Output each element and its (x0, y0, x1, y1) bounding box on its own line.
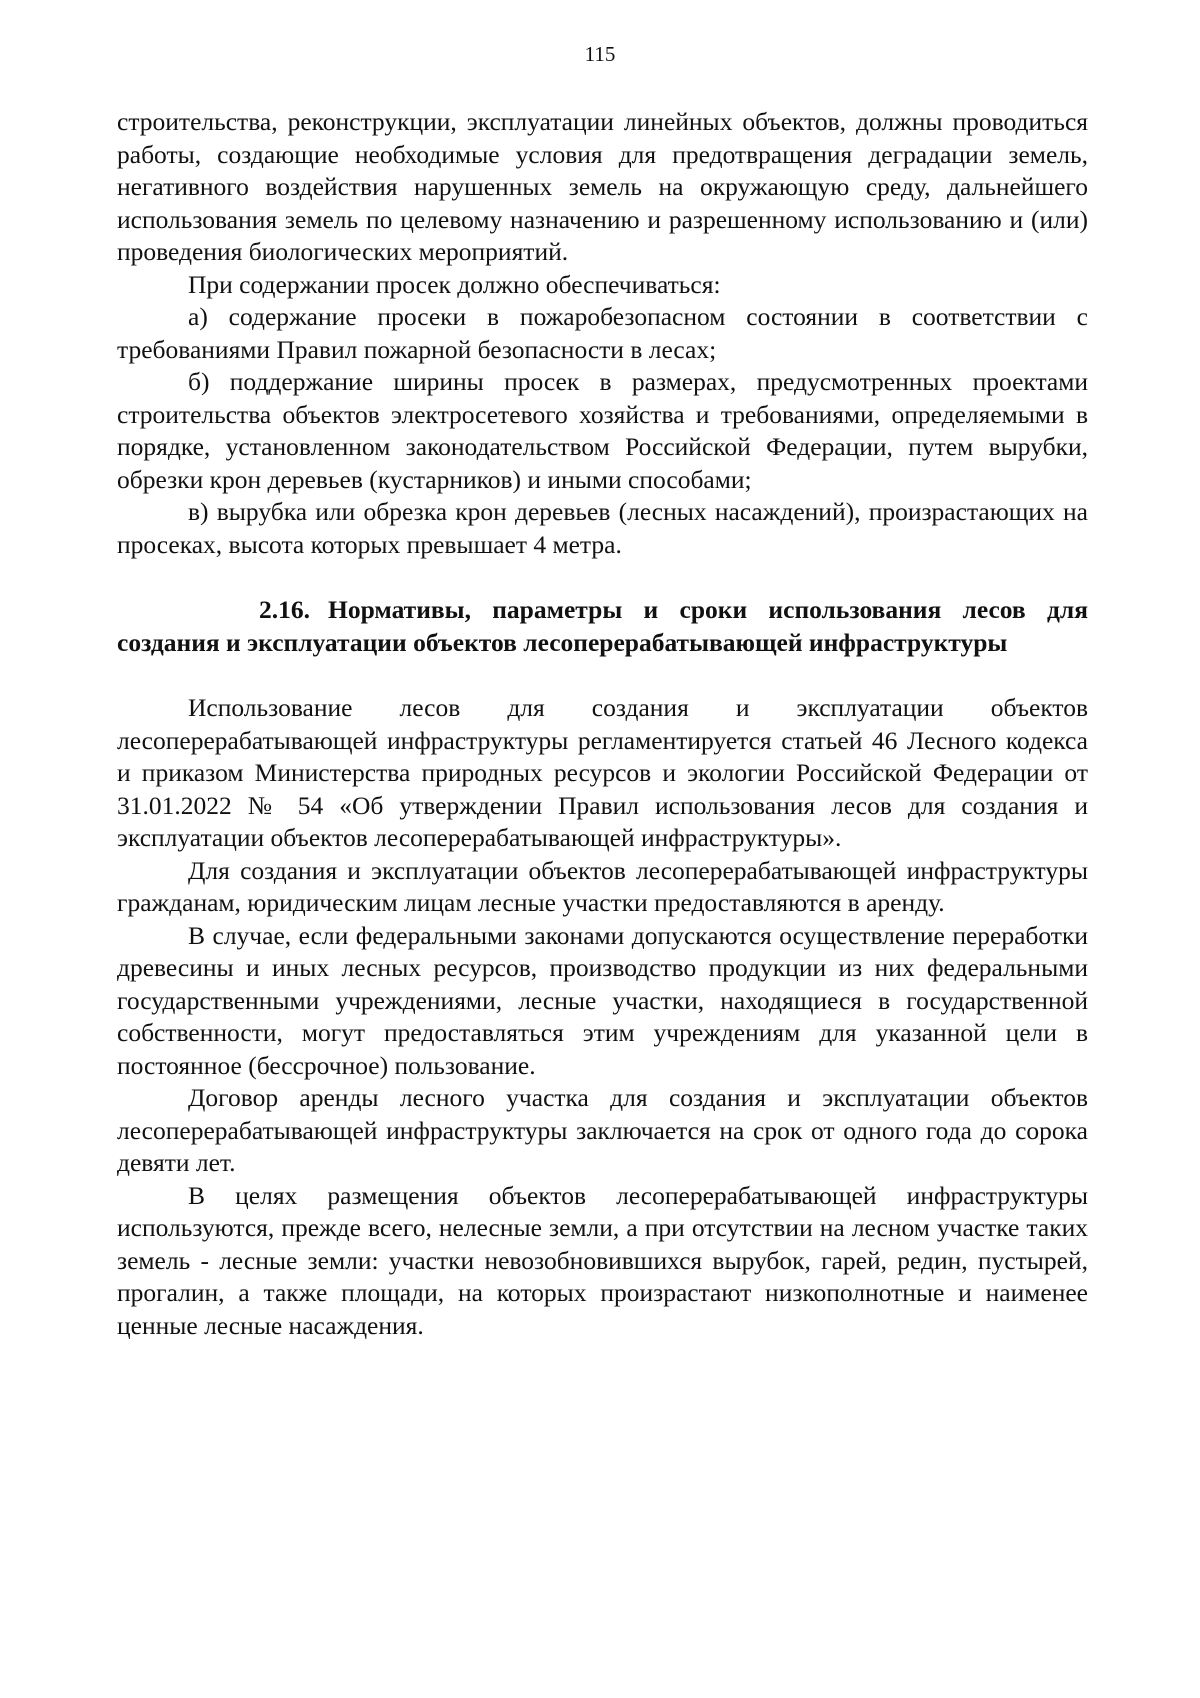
paragraph-3: а) содержание просеки в пожаробезопасном состоянии в соответствии с требованиями Правил пожарной безопасности в лесах; (117, 302, 1088, 364)
section-number: 2.16. (259, 595, 310, 624)
section-title: Нормативы, параметры и сроки использования лесов для создания и эксплуатации объектов лесоперерабатывающей инфраструктуры (117, 595, 1088, 657)
paragraph-9: Договор аренды лесного участка для создания и эксплуатации объектов лесоперерабатывающей инфраструктуры заключается на срок от одного года до сорока девяти лет. (117, 1083, 1088, 1177)
page-body (117, 106, 1088, 1342)
paragraph-10: В целях размещения объектов лесоперерабатывающей инфраструктуры используются, прежде всего, нелесные земли, а при отсутствии на лесном участке таких земель - лесные земли: участки невозобновившихся вырубок, гарей, редин, пустырей, прогалин, а также площади, на которых произрастают низкополнотные и наименее ценные лесные насаждения. (117, 1180, 1088, 1340)
paragraph-2: При содержании просек должно обеспечиваться: (188, 269, 721, 299)
section-heading (117, 594, 1088, 659)
paragraph-5: в) вырубка или обрезка крон деревьев (лесных насаждений), произрастающих на просеках, высота которых превышает 4 метра. (117, 497, 1088, 559)
paragraph-1: строительства, реконструкции, эксплуатации линейных объектов, должны проводиться работы, создающие необходимые условия для предотвращения деградации земель, негативного воздействия нарушенных земель на окружающую среду, дальнейшего использования земель по целевому назначению и разрешенному использованию и (или) проведения биологических мероприятий. (117, 107, 1088, 266)
page-number: 115 (584, 42, 616, 66)
paragraph-7: Для создания и эксплуатации объектов лесоперерабатывающей инфраструктуры гражданам, юридическим лицам лесные участки предоставляются в аренду. (117, 855, 1088, 917)
paragraph-8: В случае, если федеральными законами допускаются осуществление переработки древесины и иных лесных ресурсов, производство продукции из них федеральными государственными учреждениями, лесные участки, находящиеся в государственной собственности, могут предоставляться этим учреждениям для указанной цели в постоянное (бессрочное) пользование. (117, 920, 1088, 1080)
paragraph-4: б) поддержание ширины просек в размерах, предусмотренных проектами строительства объектов электросетевого хозяйства и требованиями, определяемыми в порядке, установленном законодательством Российской Федерации, путем вырубки, обрезки крон деревьев (кустарников) и иными способами; (117, 367, 1088, 494)
paragraph-6: Использование лесов для создания и эксплуатации объектов лесоперерабатывающей инфраструктуры регламентируется статьей 46 Лесного кодекса и приказом Министерства природных ресурсов и экологии Российской Федерации от 31.01.2022 № 54 «Об утверждении Правил использования лесов для создания и эксплуатации объектов лесоперерабатывающей инфраструктуры». (117, 693, 1088, 852)
